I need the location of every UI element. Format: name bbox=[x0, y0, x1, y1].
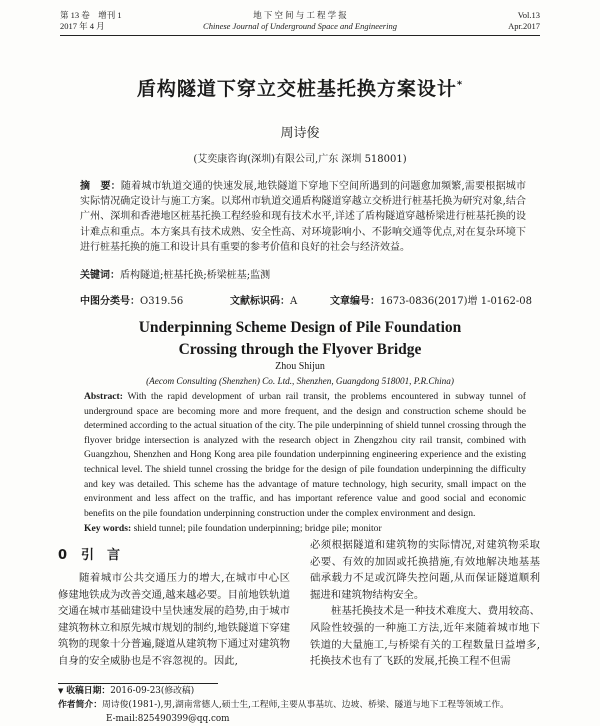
paper-title-cn-text: 盾构隧道下穿立交桩基托换方案设计 bbox=[136, 78, 457, 100]
bio-label: 作者简介： bbox=[58, 700, 102, 710]
journal-name-en: Chinese Journal of Underground Space and Engineering bbox=[203, 21, 397, 31]
keywords-en-label: Key words: bbox=[84, 523, 132, 534]
header-rule bbox=[60, 35, 540, 36]
volume-en: Vol.13 bbox=[517, 10, 540, 20]
running-header-right bbox=[508, 10, 540, 32]
paper-title-en-line2: Crossing through the Flyover Bridge bbox=[178, 341, 422, 358]
doc-value: A bbox=[290, 296, 298, 307]
article-id-value: 1673-0836(2017)增 1-0162-08 bbox=[380, 296, 533, 307]
body-right-paragraph-1: 必须根据隧道和建筑物的实际情况,对建筑物采取必要、有效的加固或托换措施,有效地解决地基基础承载力不足或沉降失控问题,从而保证隧道顺利掘进和建筑物结构安全。 bbox=[310, 539, 540, 601]
clc-code bbox=[80, 292, 183, 307]
section-heading bbox=[58, 544, 120, 563]
article-id-label: 文章编号： bbox=[330, 296, 380, 307]
abstract-en-text: With the rapid development of urban rail transit, the problems encountered in subway tunnel of underground space are becoming more and more frequent, and the design and construction scheme should be determined according to the actual situation of the city. The pile underpinning of shield tunnel crossing through the flyover bridge intersection is analyzed with the research object in Zhengzhou city rail transit, combined with Guangzhou, Shenzhen and Hong Kong area pile foundation underpinning engineering experience and the existing technical level. The shield tunnel crossing the bridge for the design of pile foundation underpinning the difficulty and key was detailed. This scheme has the advantage of mature technology, high security, small impact on the environment and less affect on the traffic, and has important reference value and good social and economic benefits on the pile foundation underpinning construction under the complex environment and design. bbox=[84, 391, 526, 519]
received-value: 2016-09-23(修改稿) bbox=[110, 686, 195, 696]
abstract-cn bbox=[80, 179, 526, 255]
author-bio bbox=[58, 698, 538, 712]
journal-name-cn: 地 下 空 间 与 工 程 学 报 bbox=[253, 10, 347, 20]
abstract-cn-text: 随着城市轨道交通的快速发展,地铁隧道下穿地下空间所遇到的问题愈加频繁,需要根据城市实际情况确定设计与施工方案。以郑州市轨道交通盾构隧道穿越立交桥进行桩基托换为研究对象,结合广州、深圳和香港地区桩基托换工程经验和现有技术水平,详述了盾构隧道穿越桥梁进行桩基托换的设计难点和重点。本方案具有技术成熟、安全性高、对环境影响小、不影响交通等优点,对在复杂环境下进行桩基托换的施工和设计具有重要的参考价值和良好的社会与经济效益。 bbox=[80, 181, 527, 253]
clc-value: O319.56 bbox=[140, 296, 184, 307]
section-number: 0 bbox=[58, 548, 68, 563]
author-en: Zhou Shijun bbox=[275, 361, 325, 372]
body-right-column bbox=[310, 537, 540, 670]
author-cn: 周诗俊 bbox=[280, 126, 320, 141]
date-en: Apr.2017 bbox=[508, 21, 540, 31]
email-label: E-mail: bbox=[106, 714, 138, 724]
received-date: ▼ 收稿日期：2016-09-23(修改稿) bbox=[58, 686, 195, 696]
abstract-en bbox=[84, 390, 526, 521]
abstract-cn-label: 摘 要： bbox=[80, 181, 121, 192]
bio-value: 周诗俊(1981-),男,湖南常德人,硕士生,工程师,主要从事基坑、边坡、桥梁、隧道与地下工程等领域工作。 bbox=[102, 700, 509, 710]
title-footnote-mark: * bbox=[456, 79, 464, 91]
section-title: 引 言 bbox=[81, 548, 121, 563]
affiliation-cn: (艾奕康咨询(深圳)有限公司,广东 深圳 518001) bbox=[193, 154, 407, 165]
running-header-left bbox=[60, 10, 122, 32]
affiliation-en: (Aecom Consulting (Shenzhen) Co. Ltd., Shenzhen, Guangdong 518001, P.R.China) bbox=[146, 376, 454, 386]
keywords-cn-text: 盾构隧道;桩基托换;桥梁桩基;监测 bbox=[120, 270, 271, 281]
keywords-cn bbox=[80, 268, 526, 283]
paper-title-en-line1: Underpinning Scheme Design of Pile Foundation bbox=[138, 319, 462, 336]
article-id bbox=[330, 292, 532, 307]
body-right-paragraph-2: 桩基托换技术是一种技术难度大、费用较高、风险性较强的一种施工方法,近年来随着城市地下铁道的大量施工,与桥梁有关的工程数量日益增多,托换技术也有了飞跃的发展,托换工程不但需 bbox=[310, 605, 540, 668]
keywords-en bbox=[84, 522, 526, 537]
running-header-center bbox=[150, 10, 450, 32]
abstract-en-label: Abstract: bbox=[84, 391, 123, 402]
received-label: 收稿日期： bbox=[66, 686, 111, 696]
keywords-cn-label: 关键词： bbox=[80, 270, 120, 281]
keywords-en-text: shield tunnel; pile foundation underpinning; bridge pile; monitor bbox=[133, 523, 382, 534]
author-email bbox=[58, 712, 538, 726]
clc-label: 中图分类号： bbox=[80, 296, 140, 307]
body-left-column: 随着城市公共交通压力的增大,在城市中心区修建地铁成为改善交通,越来越必要。目前地铁轨道交通在城市基础建设中呈快速发展的趋势,由于城市建筑物林立和原先城市规划的制约,地铁隧道下穿建筑物的现象十分普遍,隧道从建筑物下通过对建筑物自身的安全威胁也是不容忽视的。因此, bbox=[58, 572, 290, 667]
issue-date: 2017 年 4 月 bbox=[60, 21, 105, 31]
volume-issue: 第 13 卷 增刊 1 bbox=[60, 10, 122, 20]
email-value: 825490399@qq.com bbox=[137, 714, 230, 724]
doc-code bbox=[230, 292, 297, 307]
footnote bbox=[58, 684, 538, 726]
paper-title-cn bbox=[0, 74, 600, 101]
doc-label: 文献标识码： bbox=[230, 296, 290, 307]
